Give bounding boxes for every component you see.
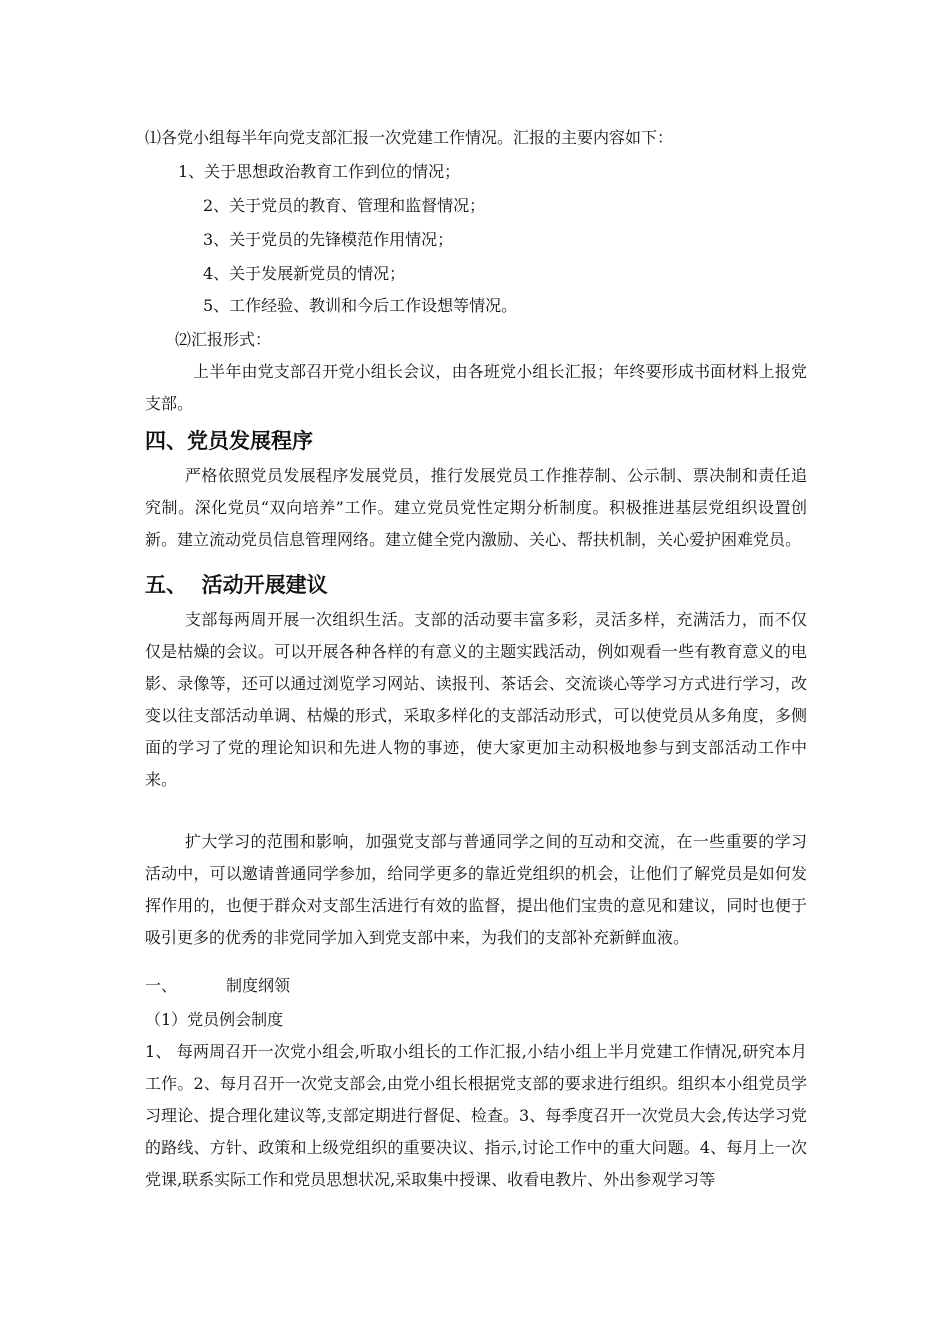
- section5-heading: 五、 活动开展建议: [145, 573, 328, 597]
- report-intro: ⑴各党小组每半年向党支部汇报一次党建工作情况。汇报的主要内容如下：: [145, 128, 674, 147]
- section4-heading: 四、党员发展程序: [145, 429, 313, 453]
- report-item-4: 4、关于发展新党员的情况；: [203, 264, 406, 283]
- report-item-2: 2、关于党员的教育、管理和监督情况；: [203, 196, 486, 215]
- report-form-text: 上半年由党支部召开党小组长会议，由各班党小组长汇报；年终要形成书面材料上报党支部。: [145, 362, 807, 413]
- section5-para1: 支部每两周开展一次组织生活。支部的活动要丰富多彩，灵活多样，充满活力，而不仅仅是枯燥的会议。可以开展各种各样的有意义的主题实践活动，例如观看一些有教育意义的电影、录像等，还可以通过浏览学习网站、读报刊、茶话会、交流谈心等学习方式进行学习，改变以往支部活动单调、枯燥的形式，采取多样化的支部活动形式，可以使党员从多角度，多侧面的学习了党的理论知识和先进人物的事迹，使大家更加主动积极地参与到支部活动工作中来。: [145, 610, 807, 789]
- rules-text: 1、 每两周召开一次党小组会,听取小组长的工作汇报,小结小组上半月党建工作情况,研究本月工作。2、每月召开一次党支部会,由党小组长根据党支部的要求进行组织。组织本小组党员学习理论、提合理化建议等,支部定期进行督促、检查。3、每季度召开一次党员大会,传达学习党的路线、方针、政策和上级党组织的重要决议、指示,讨论工作中的重大问题。4、每月上一次党课,联系实际工作和党员思想状况,采取集中授课、收看电教片、外出参观学习等: [145, 1042, 807, 1189]
- section4-text: 严格依照党员发展程序发展党员，推行发展党员工作推荐制、公示制、票决制和责任追究制。深化党员“双向培养”工作。建立党员党性定期分析制度。积极推进基层党组织设置创新。建立流动党员信息管理网络。建立健全党内激励、关心、帮扶机制，关心爱护困难党员。: [145, 466, 807, 549]
- rules-subheading: （1）党员例会制度: [145, 1010, 284, 1029]
- report-item-1: 1、关于思想政治教育工作到位的情况；: [178, 162, 461, 181]
- report-form-label: ⑵汇报形式：: [175, 330, 272, 349]
- rules-heading-text: 制度纲领: [226, 976, 291, 995]
- report-item-5: 5、工作经验、教训和今后工作设想等情况。: [203, 296, 518, 315]
- section5-para2: 扩大学习的范围和影响，加强党支部与普通同学之间的互动和交流，在一些重要的学习活动中，可以邀请普通同学参加，给同学更多的靠近党组织的机会，让他们了解党员是如何发挥作用的，也便于群众对支部生活进行有效的监督，提出他们宝贵的意见和建议，同时也便于吸引更多的优秀的非党同学加入到党支部中来，为我们的支部补充新鲜血液。: [145, 832, 807, 947]
- rules-heading-number: 一、: [145, 976, 178, 995]
- report-item-3: 3、关于党员的先锋模范作用情况；: [203, 230, 454, 249]
